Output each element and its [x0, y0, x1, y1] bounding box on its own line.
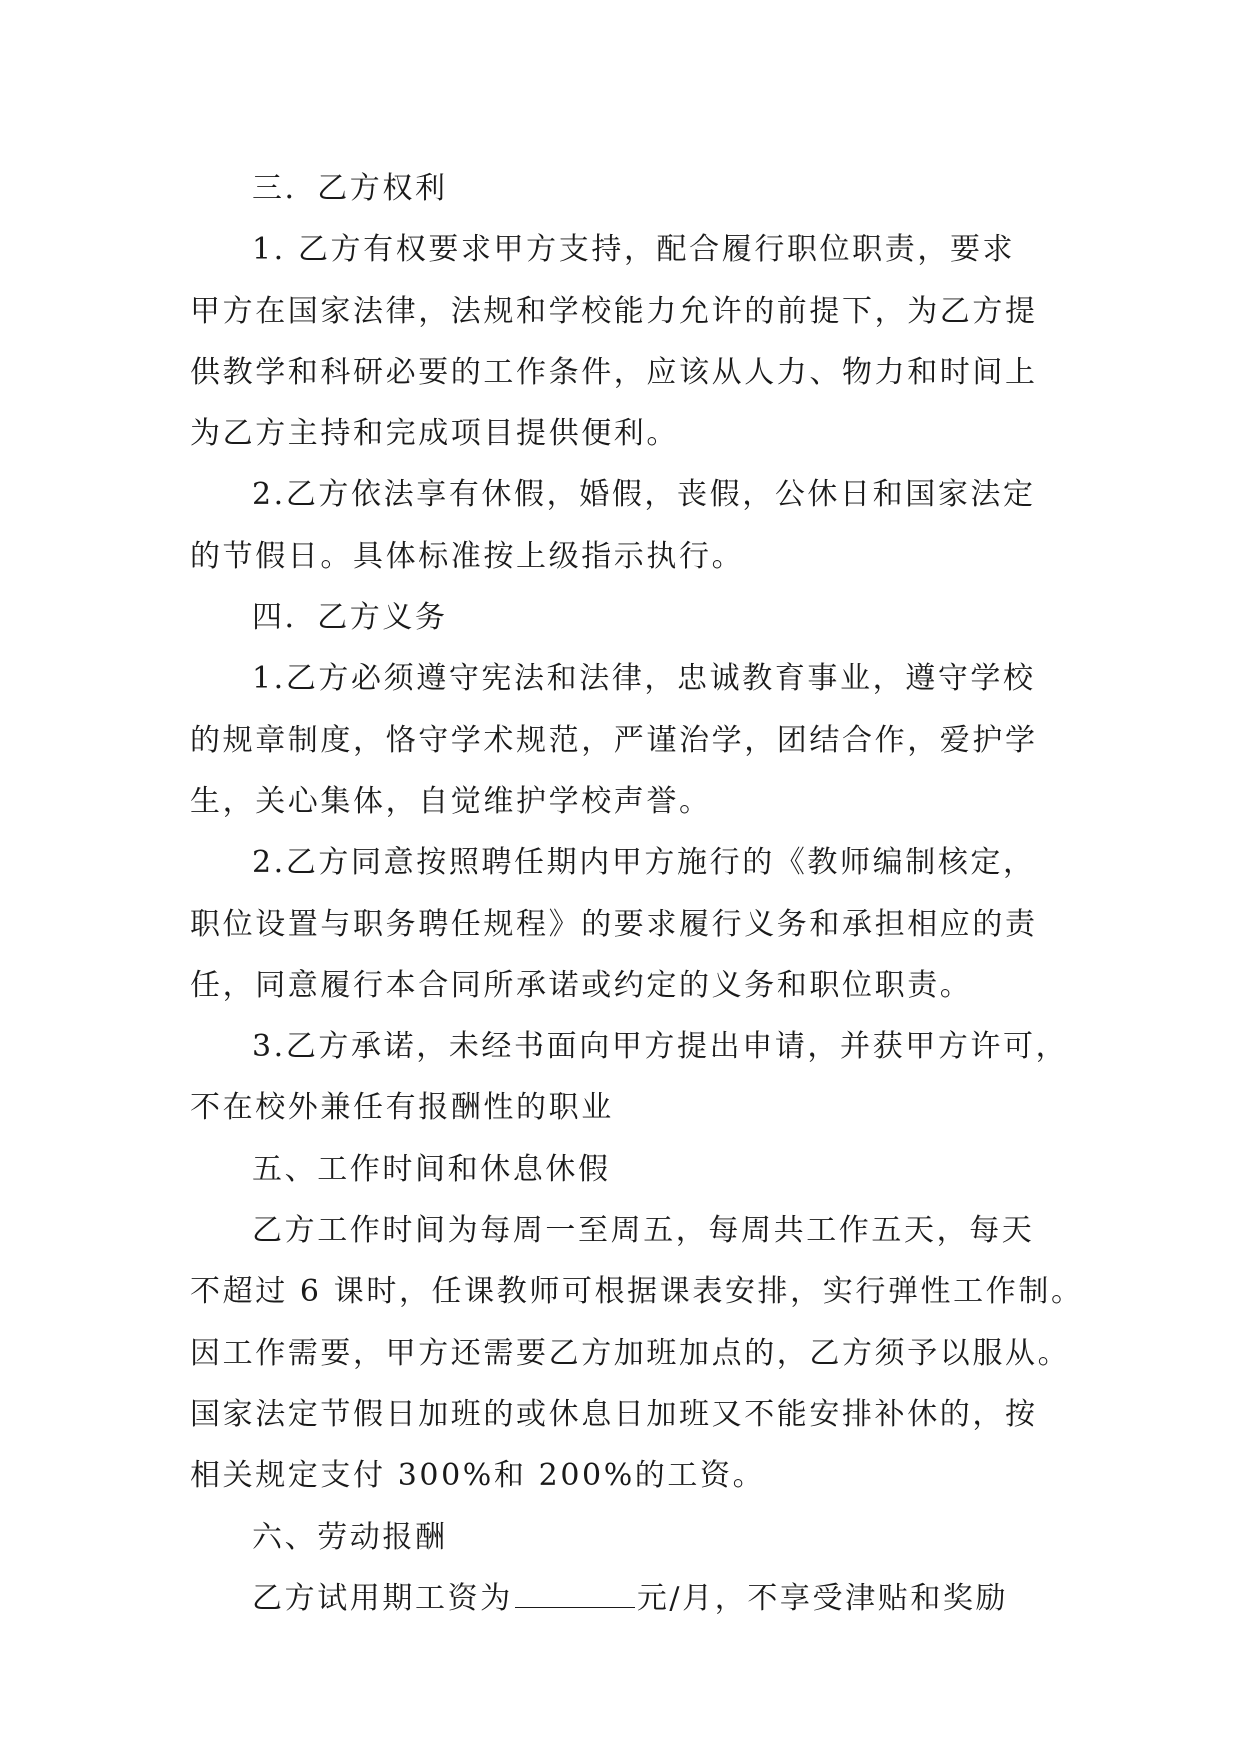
- paragraph-line: 的规章制度，恪守学术规范，严谨治学，团结合作，爱护学: [190, 722, 1038, 758]
- paragraph-line: 1. 乙方有权要求甲方支持，配合履行职位职责，要求: [252, 232, 1016, 268]
- paragraph-line: 不在校外兼任有报酬性的职业: [190, 1090, 614, 1126]
- paragraph-line: 任，同意履行本合同所承诺或约定的义务和职位职责。: [190, 967, 973, 1003]
- section-heading-rights: 三．乙方权利: [252, 171, 448, 206]
- paragraph-line: 生，关心集体，自觉维护学校声誉。: [190, 783, 712, 819]
- paragraph-line: 不超过 6 课时，任课教师可根据课表安排，实行弹性工作制。: [190, 1274, 1084, 1310]
- paragraph-line: 的节假日。具体标准按上级指示执行。: [190, 538, 745, 574]
- paragraph-line: 2.乙方依法享有休假，婚假，丧假，公休日和国家法定: [252, 477, 1036, 513]
- paragraph-line: 为乙方主持和完成项目提供便利。: [190, 416, 679, 452]
- paragraph-line: 乙方工作时间为每周一至周五，每周共工作五天，每天: [252, 1213, 1035, 1249]
- paragraph-line: 供教学和科研必要的工作条件，应该从人力、物力和时间上: [190, 354, 1038, 390]
- document-body: [190, 158, 1084, 1629]
- section-heading-remuneration: 六、劳动报酬: [252, 1519, 448, 1555]
- paragraph-line: 相关规定支付 300%和 200%的工资。: [190, 1458, 766, 1494]
- salary-line-prefix: 乙方试用期工资为: [252, 1580, 513, 1616]
- paragraph-line: 2.乙方同意按照聘任期内甲方施行的《教师编制核定，: [252, 845, 1036, 881]
- paragraph-line: 3.乙方承诺，未经书面向甲方提出申请，并获甲方许可，: [252, 1029, 1069, 1065]
- salary-line-suffix: 元/月，不享受津贴和奖励: [636, 1580, 1009, 1616]
- salary-line: [190, 1568, 1050, 1629]
- section-heading-working-hours: 五、工作时间和休息休假: [252, 1151, 611, 1187]
- paragraph-line: 甲方在国家法律，法规和学校能力允许的前提下，为乙方提: [190, 293, 1038, 329]
- paragraph-line: 职位设置与职务聘任规程》的要求履行义务和承担相应的责: [190, 906, 1038, 942]
- section-heading-obligations: 四．乙方义务: [252, 600, 448, 636]
- salary-blank-field[interactable]: [515, 1577, 635, 1608]
- paragraph-line: 国家法定节假日加班的或休息日加班又不能安排补休的，按: [190, 1396, 1038, 1432]
- paragraph-line: 1.乙方必须遵守宪法和法律，忠诚教育事业，遵守学校: [252, 661, 1036, 697]
- paragraph-line: 因工作需要，甲方还需要乙方加班加点的，乙方须予以服从。: [190, 1335, 1071, 1371]
